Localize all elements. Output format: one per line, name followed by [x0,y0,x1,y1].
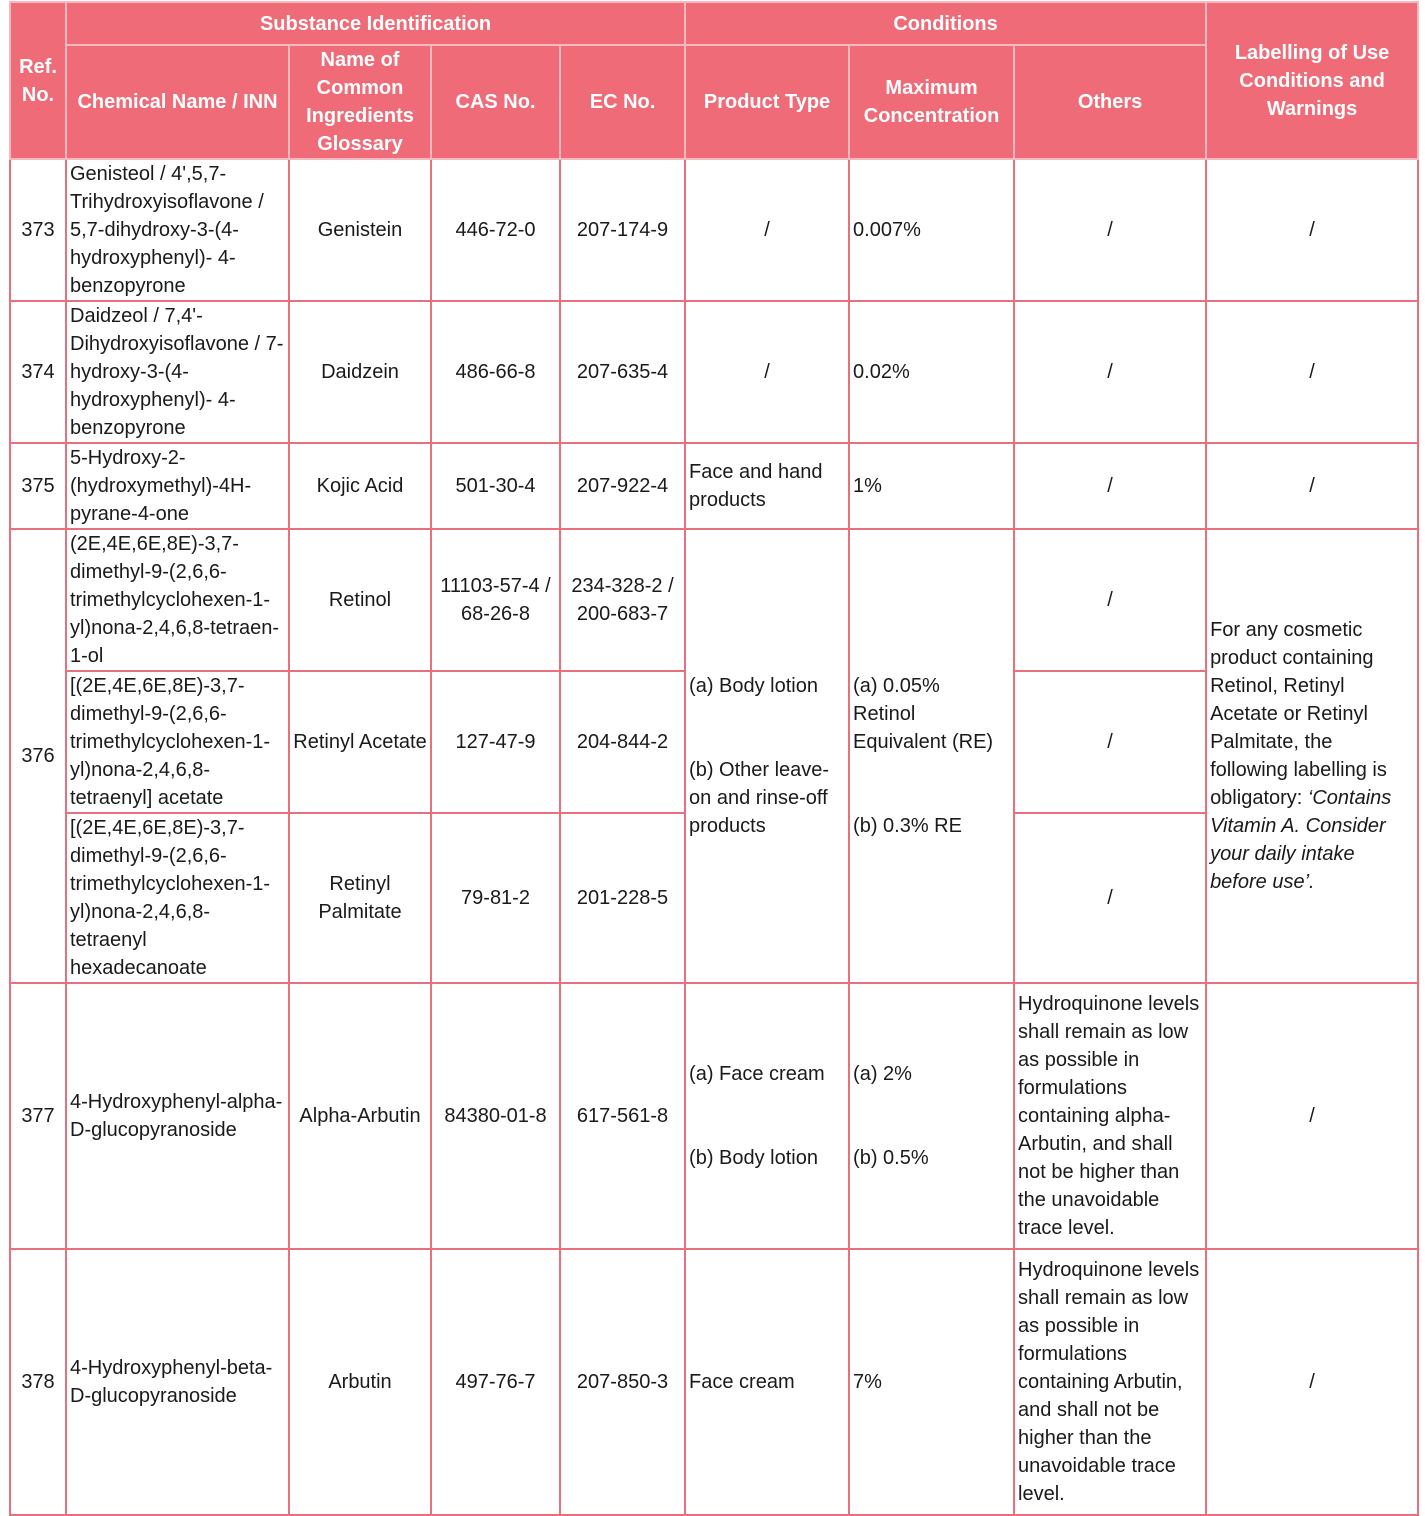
cas-cell: 446-72-0 [431,159,560,301]
max-conc-a: (a) 0.05% [853,675,940,697]
common-name-cell: Arbutin [289,1249,431,1515]
product-type-cell: / [685,301,849,443]
ec-cell: 234-328-2 / 200-683-7 [560,529,685,671]
others-cell: / [1014,529,1206,671]
table-row-373 [10,159,1418,301]
header-ref-no: Ref. No. [10,2,66,159]
table-row-378 [10,1249,1418,1515]
max-conc-b: (b) 0.5% [853,1147,929,1169]
ref-cell: 378 [10,1249,66,1515]
spacer [853,1088,1010,1144]
others-cell: Hydroquinone levels shall remain as low as possible in formulations containing alpha-Arbutin, and shall not be higher than the unavoidable trace level. [1014,983,1206,1249]
table-header [10,2,1418,159]
ref-cell: 376 [10,529,66,983]
cas-cell: 127-47-9 [431,671,560,813]
cas-cell: 84380-01-8 [431,983,560,1249]
chemical-name-cell: 5-Hydroxy-2-(hydroxymethyl)-4H-pyrane-4-one [66,443,289,529]
ec-cell: 207-635-4 [560,301,685,443]
ref-cell: 377 [10,983,66,1249]
max-conc-b: (b) 0.3% RE [853,815,962,837]
chemical-name-cell: Genisteol / 4',5,7-Trihydroxyisoflavone / 5,7-dihydroxy-3-(4-hydroxyphenyl)- 4-benzopyrone [66,159,289,301]
max-concentration-cell: 0.02% [849,301,1014,443]
others-cell: / [1014,443,1206,529]
common-name-cell: Alpha-Arbutin [289,983,431,1249]
others-cell: / [1014,159,1206,301]
spacer [689,1088,845,1144]
product-type-cell: Face cream [685,1249,849,1515]
max-concentration-cell [849,529,1014,983]
others-cell: / [1014,671,1206,813]
ec-cell: 617-561-8 [560,983,685,1249]
product-type-cell [685,529,849,983]
product-type-cell: / [685,159,849,301]
cas-cell: 501-30-4 [431,443,560,529]
header-cas-no: CAS No. [431,45,560,159]
common-name-cell: Genistein [289,159,431,301]
ec-cell: 201-228-5 [560,813,685,983]
header-labelling: Labelling of Use Conditions and Warnings [1206,2,1418,159]
common-name-cell: Daidzein [289,301,431,443]
header-ec-no: EC No. [560,45,685,159]
cas-cell: 486-66-8 [431,301,560,443]
labelling-cell: / [1206,983,1418,1249]
max-concentration-cell: 1% [849,443,1014,529]
header-conditions: Conditions [685,2,1206,45]
product-type-b: (b) Other leave-on and rinse-off products [689,759,830,837]
others-cell: / [1014,301,1206,443]
table-row-375 [10,443,1418,529]
chemical-name-cell: 4-Hydroxyphenyl-beta-D-glucopyranoside [66,1249,289,1515]
ref-cell: 374 [10,301,66,443]
header-substance-identification: Substance Identification [66,2,685,45]
labelling-text: For any cosmetic product containing Retinol, Retinyl Acetate or Retinyl Palmitate, the following labelling is obligatory: [1210,619,1387,809]
header-max-concentration: Maximum Concentration [849,45,1014,159]
product-type-b: (b) Body lotion [689,1147,818,1169]
others-cell: Hydroquinone levels shall remain as low as possible in formulations containing Arbutin, and shall not be higher than the unavoidable trace level. [1014,1249,1206,1515]
others-cell: / [1014,813,1206,983]
chemical-name-cell: [(2E,4E,6E,8E)-3,7-dimethyl-9-(2,6,6-trimethylcyclohexen-1-yl)nona-2,4,6,8-tetraenyl hexadecanoate [66,813,289,983]
ref-cell: 373 [10,159,66,301]
table-row-374 [10,301,1418,443]
labelling-warning: ‘Contains Vitamin A. Consider your daily intake before use’. [1210,787,1392,893]
common-name-cell: Retinyl Palmitate [289,813,431,983]
max-conc-a-unit: Retinol Equivalent (RE) [853,703,994,753]
max-concentration-cell: 0.007% [849,159,1014,301]
header-product-type: Product Type [685,45,849,159]
product-type-a: (a) Face cream [689,1063,825,1085]
header-others: Others [1014,45,1206,159]
max-concentration-cell [849,983,1014,1249]
labelling-cell: / [1206,301,1418,443]
chemical-name-cell: (2E,4E,6E,8E)-3,7-dimethyl-9-(2,6,6-trimethylcyclohexen-1-yl)nona-2,4,6,8-tetraen-1-ol [66,529,289,671]
labelling-cell: / [1206,159,1418,301]
max-conc-a: (a) 2% [853,1063,912,1085]
labelling-cell [1206,529,1418,983]
labelling-cell: / [1206,443,1418,529]
common-name-cell: Kojic Acid [289,443,431,529]
product-type-cell: Face and hand products [685,443,849,529]
header-common-name: Name of Common Ingredients Glossary [289,45,431,159]
product-type-a: (a) Body lotion [689,675,818,697]
spacer [853,756,1010,812]
product-type-cell [685,983,849,1249]
chemical-name-cell: 4-Hydroxyphenyl-alpha-D-glucopyranoside [66,983,289,1249]
cas-cell: 79-81-2 [431,813,560,983]
substance-table [9,1,1419,1516]
common-name-cell: Retinol [289,529,431,671]
header-chemical-name: Chemical Name / INN [66,45,289,159]
cas-cell: 11103-57-4 / 68-26-8 [431,529,560,671]
spacer [689,700,845,756]
ec-cell: 207-922-4 [560,443,685,529]
table-row-376-retinol [10,529,1418,671]
common-name-cell: Retinyl Acetate [289,671,431,813]
chemical-name-cell: [(2E,4E,6E,8E)-3,7-dimethyl-9-(2,6,6-trimethylcyclohexen-1-yl)nona-2,4,6,8-tetraenyl] acetate [66,671,289,813]
ec-cell: 207-850-3 [560,1249,685,1515]
table-row-377 [10,983,1418,1249]
ec-cell: 204-844-2 [560,671,685,813]
max-concentration-cell: 7% [849,1249,1014,1515]
table-body [10,159,1418,1515]
cas-cell: 497-76-7 [431,1249,560,1515]
ref-cell: 375 [10,443,66,529]
ec-cell: 207-174-9 [560,159,685,301]
labelling-cell: / [1206,1249,1418,1515]
chemical-name-cell: Daidzeol / 7,4'-Dihydroxyisoflavone / 7-hydroxy-3-(4-hydroxyphenyl)- 4-benzopyrone [66,301,289,443]
